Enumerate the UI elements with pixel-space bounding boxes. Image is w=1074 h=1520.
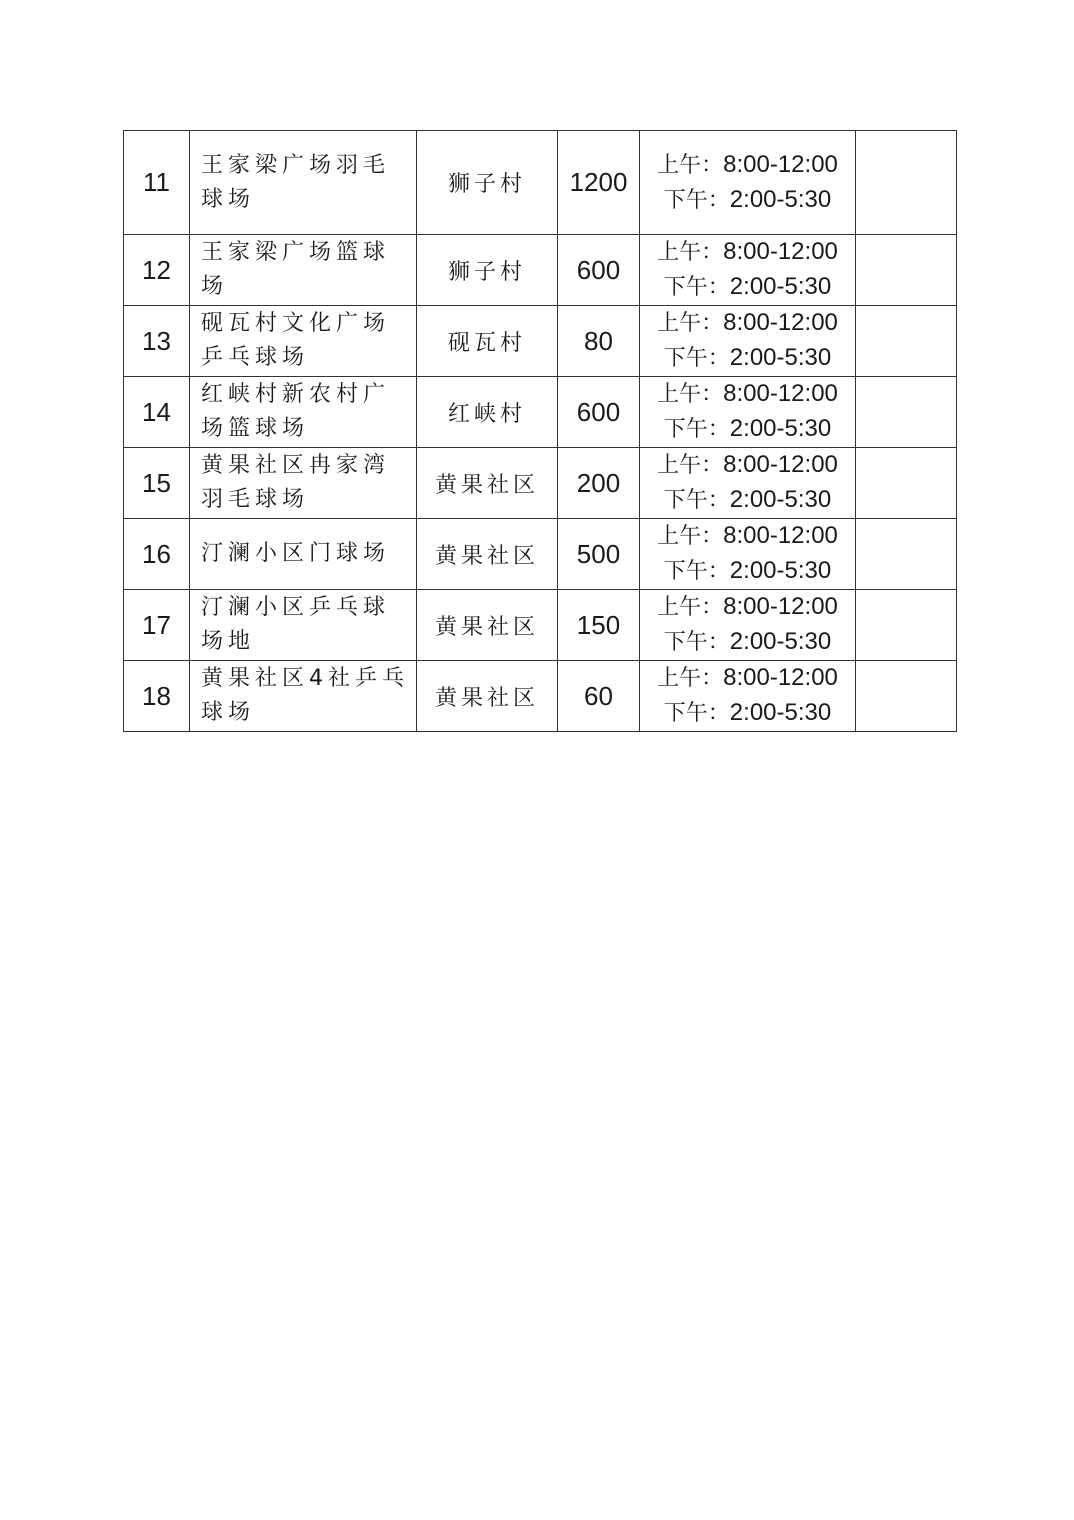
row-number: 14 bbox=[124, 377, 190, 448]
venue-capacity: 500 bbox=[558, 519, 640, 590]
venue-name: 王家梁广场羽毛球场 bbox=[190, 131, 417, 235]
morning-label: 上午： bbox=[657, 311, 724, 336]
row-number: 16 bbox=[124, 519, 190, 590]
afternoon-label: 下午： bbox=[663, 701, 730, 726]
afternoon-label: 下午： bbox=[663, 559, 730, 584]
venue-location: 红峡村 bbox=[417, 377, 558, 448]
venue-name: 汀澜小区乒乓球场地 bbox=[190, 590, 417, 661]
afternoon-time: 2:00-5:30 bbox=[729, 699, 832, 726]
table-row bbox=[124, 519, 957, 590]
note-cell bbox=[856, 377, 957, 448]
venue-name: 黄果社区冉家湾羽毛球场 bbox=[190, 448, 417, 519]
note-cell bbox=[856, 306, 957, 377]
note-cell bbox=[856, 131, 957, 235]
morning-label: 上午： bbox=[657, 666, 724, 691]
morning-time: 8:00-12:00 bbox=[723, 522, 838, 549]
afternoon-hours bbox=[640, 341, 855, 376]
row-number: 15 bbox=[124, 448, 190, 519]
morning-label: 上午： bbox=[657, 382, 724, 407]
opening-hours bbox=[640, 306, 856, 377]
table-row bbox=[124, 448, 957, 519]
morning-label: 上午： bbox=[657, 595, 724, 620]
morning-label: 上午： bbox=[657, 524, 724, 549]
morning-hours bbox=[640, 377, 855, 412]
opening-hours bbox=[640, 131, 856, 235]
venue-capacity: 600 bbox=[558, 235, 640, 306]
morning-hours bbox=[640, 448, 855, 483]
afternoon-hours bbox=[640, 183, 855, 218]
row-number: 13 bbox=[124, 306, 190, 377]
afternoon-time: 2:00-5:30 bbox=[729, 185, 832, 213]
afternoon-hours bbox=[640, 270, 855, 305]
afternoon-hours bbox=[640, 696, 855, 731]
venue-capacity: 80 bbox=[558, 306, 640, 377]
afternoon-hours bbox=[640, 554, 855, 589]
note-cell bbox=[856, 235, 957, 306]
morning-time: 8:00-12:00 bbox=[723, 238, 838, 265]
opening-hours bbox=[640, 519, 856, 590]
morning-time: 8:00-12:00 bbox=[723, 664, 838, 691]
note-cell bbox=[856, 590, 957, 661]
opening-hours bbox=[640, 661, 856, 732]
venue-location: 黄果社区 bbox=[417, 519, 558, 590]
table-row bbox=[124, 661, 957, 732]
row-number: 18 bbox=[124, 661, 190, 732]
morning-label: 上午： bbox=[657, 240, 724, 265]
venue-location: 狮子村 bbox=[417, 235, 558, 306]
venue-location: 砚瓦村 bbox=[417, 306, 558, 377]
table-row bbox=[124, 306, 957, 377]
venue-name: 砚瓦村文化广场乒乓球场 bbox=[190, 306, 417, 377]
note-cell bbox=[856, 661, 957, 732]
venue-name: 汀澜小区门球场 bbox=[190, 519, 417, 590]
morning-label: 上午： bbox=[657, 152, 724, 178]
table-row bbox=[124, 131, 957, 235]
row-number: 17 bbox=[124, 590, 190, 661]
afternoon-time: 2:00-5:30 bbox=[729, 273, 832, 300]
opening-hours bbox=[640, 235, 856, 306]
venue-location: 黄果社区 bbox=[417, 590, 558, 661]
afternoon-label: 下午： bbox=[663, 187, 730, 213]
morning-label: 上午： bbox=[657, 453, 724, 478]
morning-time: 8:00-12:00 bbox=[723, 380, 838, 407]
table-row bbox=[124, 590, 957, 661]
venue-capacity: 600 bbox=[558, 377, 640, 448]
note-cell bbox=[856, 448, 957, 519]
venue-capacity: 1200 bbox=[558, 131, 640, 235]
opening-hours bbox=[640, 448, 856, 519]
afternoon-time: 2:00-5:30 bbox=[729, 486, 832, 513]
morning-time: 8:00-12:00 bbox=[723, 309, 838, 336]
venue-capacity: 60 bbox=[558, 661, 640, 732]
venue-name: 黄果社区4社乒乓球场 bbox=[190, 661, 417, 732]
afternoon-time: 2:00-5:30 bbox=[729, 344, 832, 371]
afternoon-label: 下午： bbox=[663, 488, 730, 513]
morning-hours bbox=[640, 661, 855, 696]
venue-location: 狮子村 bbox=[417, 131, 558, 235]
venue-capacity: 150 bbox=[558, 590, 640, 661]
afternoon-hours bbox=[640, 625, 855, 660]
morning-hours bbox=[640, 148, 855, 183]
afternoon-time: 2:00-5:30 bbox=[729, 628, 832, 655]
opening-hours bbox=[640, 590, 856, 661]
venue-table bbox=[123, 130, 957, 732]
morning-time: 8:00-12:00 bbox=[723, 451, 838, 478]
afternoon-time: 2:00-5:30 bbox=[729, 557, 832, 584]
row-number: 12 bbox=[124, 235, 190, 306]
venue-name: 王家梁广场篮球场 bbox=[190, 235, 417, 306]
morning-hours bbox=[640, 519, 855, 554]
opening-hours bbox=[640, 377, 856, 448]
morning-hours bbox=[640, 235, 855, 270]
table-row bbox=[124, 377, 957, 448]
venue-name: 红峡村新农村广场篮球场 bbox=[190, 377, 417, 448]
morning-hours bbox=[640, 306, 855, 341]
afternoon-hours bbox=[640, 483, 855, 518]
venue-location: 黄果社区 bbox=[417, 448, 558, 519]
venue-location: 黄果社区 bbox=[417, 661, 558, 732]
afternoon-hours bbox=[640, 412, 855, 447]
morning-time: 8:00-12:00 bbox=[723, 593, 838, 620]
morning-time: 8:00-12:00 bbox=[723, 150, 838, 178]
morning-hours bbox=[640, 590, 855, 625]
table-row bbox=[124, 235, 957, 306]
afternoon-label: 下午： bbox=[663, 417, 730, 442]
afternoon-label: 下午： bbox=[663, 630, 730, 655]
venue-capacity: 200 bbox=[558, 448, 640, 519]
afternoon-label: 下午： bbox=[663, 275, 730, 300]
note-cell bbox=[856, 519, 957, 590]
afternoon-label: 下午： bbox=[663, 346, 730, 371]
afternoon-time: 2:00-5:30 bbox=[729, 415, 832, 442]
row-number: 11 bbox=[124, 131, 190, 235]
